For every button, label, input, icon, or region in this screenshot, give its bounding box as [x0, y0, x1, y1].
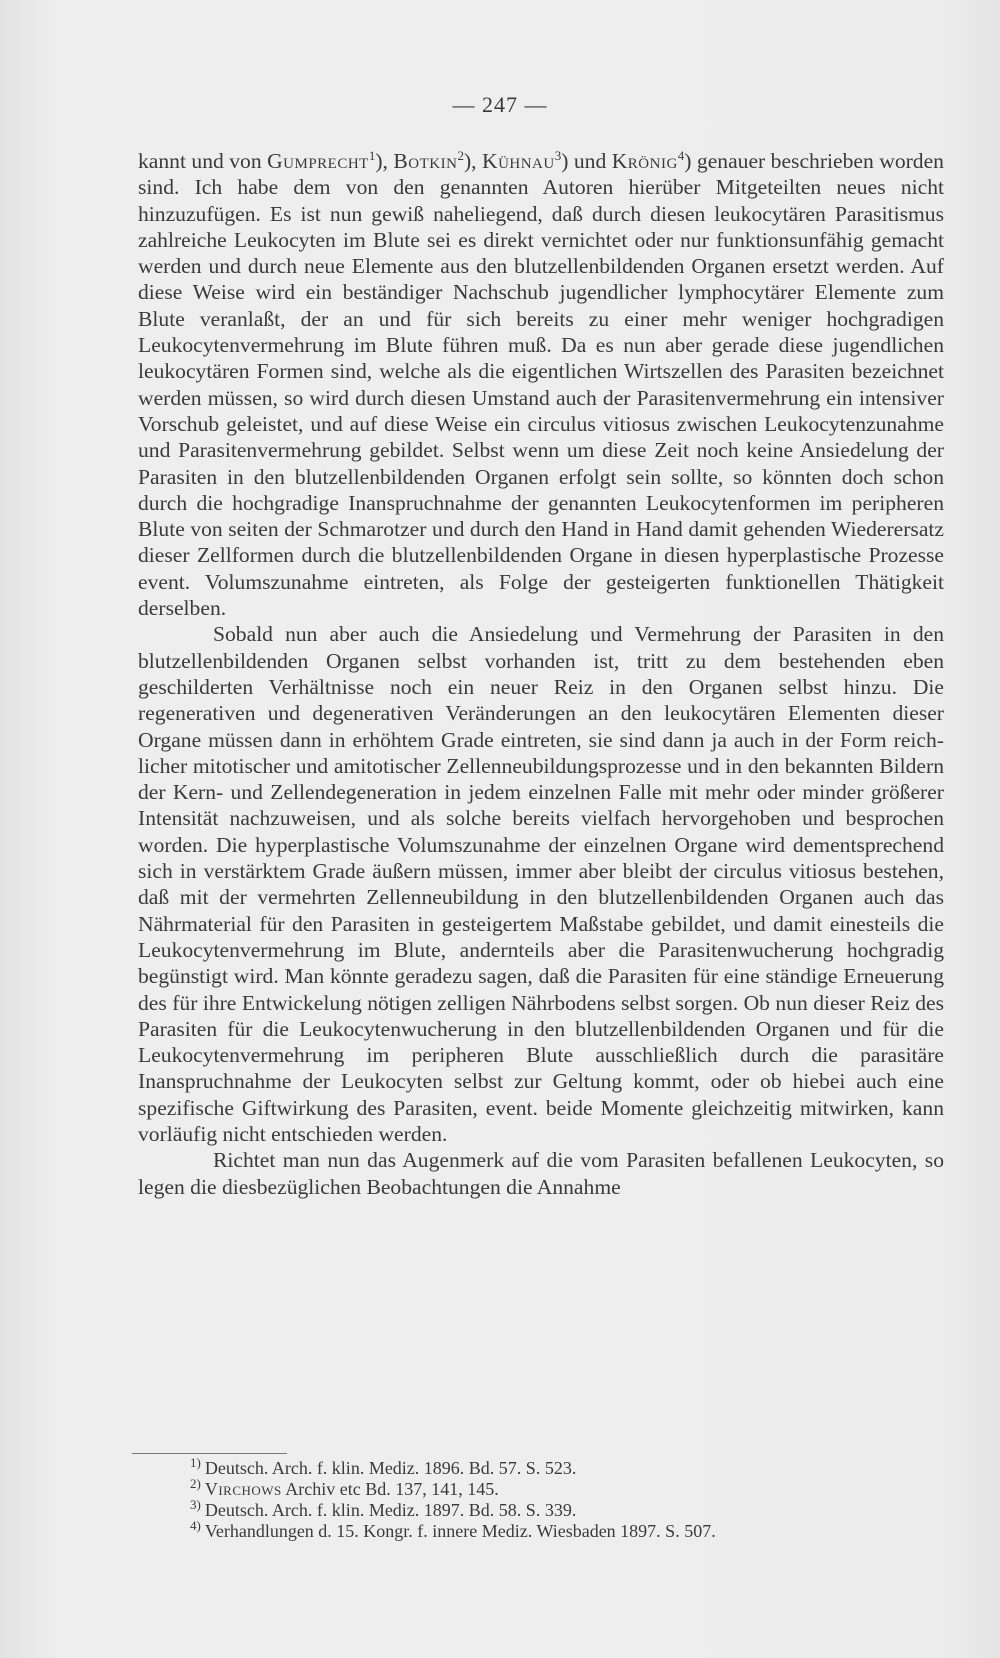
text-run: ), — [463, 149, 482, 173]
paragraph-1 — [138, 148, 944, 621]
text-run: Sobald nun aber auch die Ansiedelung und Vermehrung der Parasiten in den blutzellenbildenden Organen selbst vorhanden ist, tritt zu dem bestehenden eben geschilderten Verhältnisse noch ein neuer Reiz in den Organen selbst hinzu. Die regenerativen und degenerativen Veränderungen an den leukocytären Elementen dieser Organe müssen dann in erhöhtem Grade eintreten, sie sind dann ja auch in der Form reichlicher mitotischer und amitotischer Zellenneubildungsprozesse und in den bekannten Bildern der Kern- und Zellendegeneration in jedem einzelnen Falle mit mehr oder minder größerer Intensität nachzuweisen, und als solche bereits vielfach hervorgehoben und besprochen worden. Die hyperplastische Volumszunahme der einzelnen Organe wird dementsprechend sich in verstärktem Grade äußern müssen, immer aber bleibt der circulus vitiosus bestehen, daß mit der vermehrten Zellenneubildung in den blutzellenbildenden Organen auch das Nährmaterial für den Parasiten in gesteigertem Maßstabe gebildet, und damit einesteils die Leukocytenvermehrung im Blute, andernteils aber die Parasitenwucherung hochgradig begünstigt wird. Man könnte geradezu sagen, daß die Parasiten für eine ständige Erneuerung des für ihre Entwickelung nötigen zelligen Nährbodens selbst sorgen. Ob nun dieser Reiz des Parasiten für die Leukocytenwucherung in den blutzellenbildenden Organen und für die Leukocytenvermehrung im peripheren Blute ausschließlich durch die parasitäre Inanspruchnahme der Leukocyten selbst zur Geltung kommt, oder ob hiebei auch eine spezifische Giftwirkung des Parasiten, event. beide Momente gleichzeitig mitwirken, kann vorläufig nicht entschieden werden. — [138, 622, 944, 1146]
author-name: Virchows — [204, 1479, 282, 1499]
text-run: kannt und von — [138, 149, 268, 173]
text-run: Verhandlungen d. 15. Kongr. f. innere Mediz. Wiesbaden 1897. S. 507. — [204, 1521, 716, 1541]
footnote-number: 4) — [190, 1518, 201, 1533]
paragraph-3 — [138, 1147, 944, 1200]
footnote-ref: 4 — [677, 147, 685, 163]
footnote-3 — [190, 1497, 910, 1521]
footnote-text — [205, 1458, 576, 1478]
footnote-4 — [190, 1518, 910, 1542]
footnote-number: 1) — [190, 1455, 201, 1470]
footnote-1 — [190, 1455, 910, 1479]
author-name: Krönig — [611, 149, 678, 173]
text-run: ) und — [561, 149, 612, 173]
text-run: Deutsch. Arch. f. klin. Mediz. 1896. Bd. 57. S. 523. — [204, 1458, 577, 1478]
footnote-divider — [132, 1453, 287, 1454]
author-name: Botkin — [393, 149, 458, 173]
footnote-text — [205, 1479, 499, 1499]
body-text — [138, 148, 944, 1200]
text-run: Richtet man nun das Augenmerk auf die vom Parasiten befallenen Leukocyten, so legen die diesbezüglichen Beobachtungen die Annahme — [138, 1148, 944, 1199]
text-run: Deutsch. Arch. f. klin. Mediz. 1897. Bd. 58. S. 339. — [204, 1500, 577, 1520]
footnote-number: 3) — [190, 1497, 201, 1512]
footnote-ref: 3 — [554, 147, 562, 163]
author-name: Gumprecht — [267, 149, 369, 173]
text-run: ), — [375, 149, 394, 173]
footnote-ref: 2 — [457, 147, 464, 163]
page-number: — 247 — — [452, 92, 548, 117]
text-run: Archiv etc Bd. 137, 141, 145. — [281, 1479, 499, 1499]
author-name: Kühnau — [481, 149, 555, 173]
text-run: ) genauer beschrieben worden sind. Ich habe dem von den genannten Autoren hierüber Mitgeteilten neues nicht hinzuzufügen. Es ist nun gewiß naheliegend, daß durch diesen leukocytären Parasitismus zahlreiche Leukocyten im Blute sei es direkt vernichtet oder nur funktionsunfähig gemacht werden und durch neue Elemente aus den blutzellenbildenden Organen ersetzt werden. Auf diese Weise wird ein beständiger Nachschub jugendlicher lymphocytärer Elemente zum Blute veranlaßt, der an und für sich bereits zu einer mehr weniger hochgradigen Leukocytenvermehrung im Blute führen muß. Da es nun aber gerade diese jugendlichen leukocytären Formen sind, welche als die eigentlichen Wirtszellen des Parasiten bezeichnet werden müssen, so wird durch diesen Umstand auch der Parasitenvermehrung ein intensiver Vorschub geleistet, und auf diese Weise ein circulus vitiosus zwischen Leukocytenzunahme und Parasitenvermehrung gebildet. Selbst wenn um diese Zeit noch keine Ansiedelung der Parasiten in den blutzellenbildenden Organen erfolgt sein sollte, so könnten doch schon durch die hochgradige Inanspruchnahme der genannten Leukocytenformen im peripheren Blute von seiten der Schmarotzer und durch den Hand in Hand damit gehenden Wiederersatz dieser Zellformen durch die blutzellenbildenden Organe in diesen hyperplastische Prozesse event. Volumszunahme eintreten, als Folge der gesteigerten funktionellen Thätigkeit derselben. — [138, 149, 944, 621]
paragraph-2 — [138, 621, 944, 1147]
footnote-2 — [190, 1476, 910, 1500]
footnote-text — [205, 1521, 716, 1541]
footnotes — [190, 1455, 910, 1542]
footnote-text — [205, 1500, 576, 1520]
footnote-number: 2) — [190, 1476, 201, 1491]
footnote-ref: 1 — [368, 147, 376, 163]
